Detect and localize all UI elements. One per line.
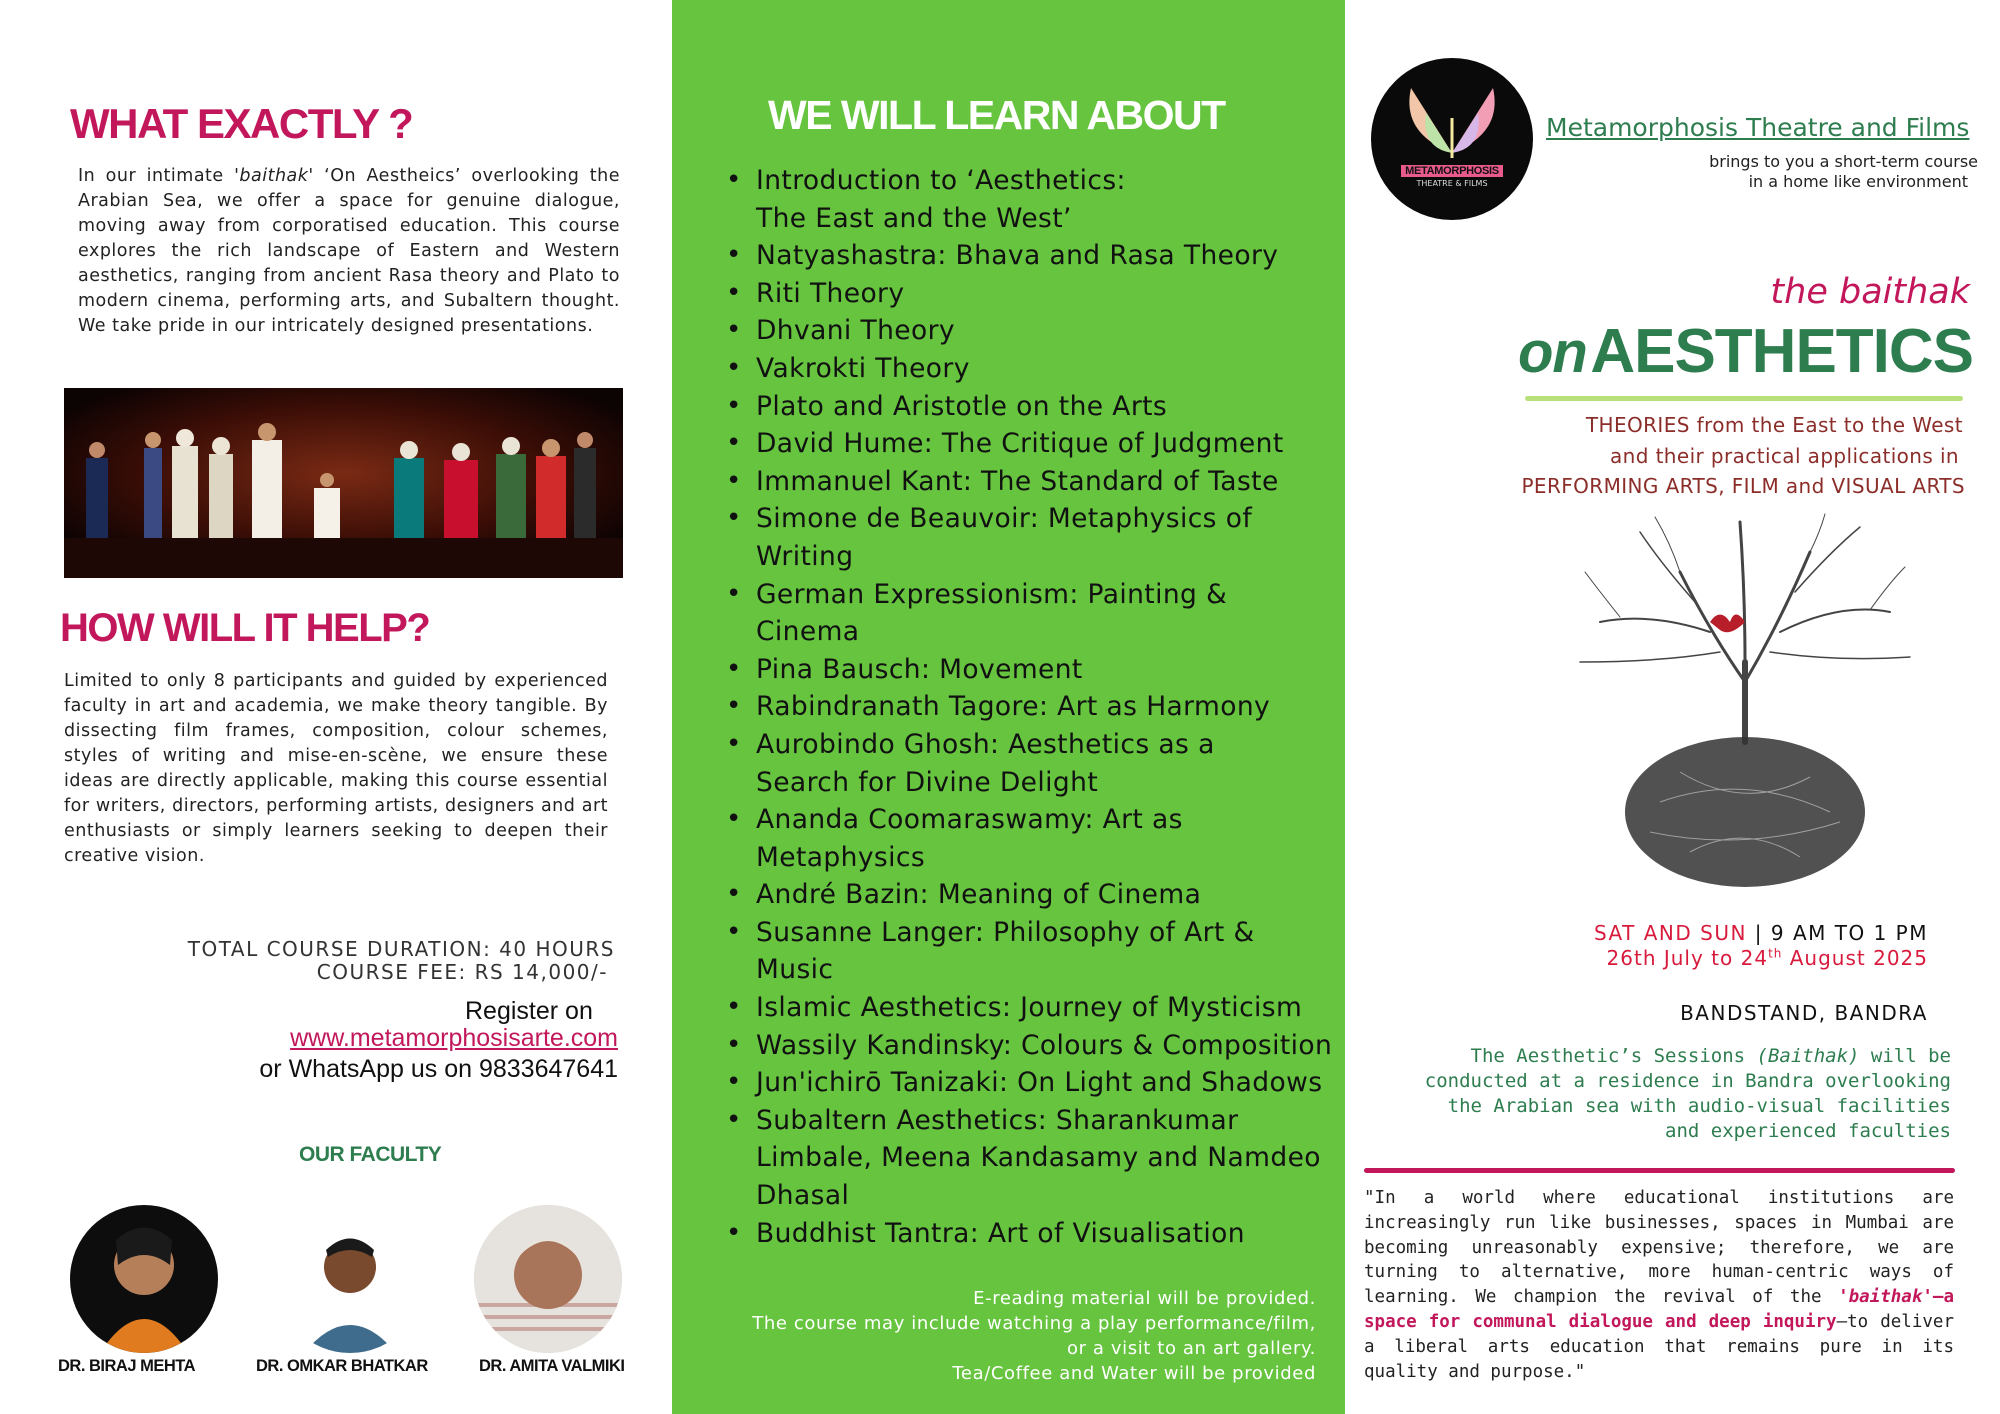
- topic-item: • André Bazin: Meaning of Cinema: [756, 876, 1366, 914]
- date-start: 26th July to 24: [1606, 946, 1769, 970]
- topic-item: • Introduction to ‘Aesthetics: The East and the West’: [756, 162, 1136, 237]
- butterfly-icon: [1371, 58, 1533, 220]
- title-underline: [1525, 396, 1963, 401]
- course-fee: COURSE FEE: RS 14,000/-: [316, 960, 608, 984]
- quote-bold: —a space for communal dialogue and deep inquiry: [1364, 1287, 1954, 1332]
- topic-item: • Islamic Aesthetics: Journey of Mysticism: [756, 989, 1366, 1027]
- topic-item: • Plato and Aristotle on the Arts: [756, 388, 1366, 426]
- schedule-separator: |: [1754, 921, 1764, 945]
- topic-item: • Natyashastra: Bhava and Rasa Theory: [756, 237, 1366, 275]
- how-will-it-help-text: Limited to only 8 participants and guided by experienced faculty in art and academia, we make theory tangible. By dissecting film frames, composition, colour schemes, styles of writing and mise-en-scène, we ensure these ideas are directly applicable, making this course essential for writers, directors, performing artists, designers and art enthusiasts or simply learners seeking to deepen their creative vision.: [64, 671, 608, 866]
- tree-roots-drawing: [1560, 512, 1930, 902]
- logo-subtext: THEATRE & FILMS: [1416, 179, 1488, 188]
- faculty-name-amita-valmiki: DR. AMITA VALMIKI: [479, 1357, 625, 1375]
- topic-item: • German Expressionism: Painting & Cinema: [756, 576, 1256, 651]
- schedule-days: SAT AND SUN: [1593, 921, 1747, 945]
- topic-item: • Dhvani Theory: [756, 312, 1366, 350]
- schedule-dates: [1607, 946, 1928, 970]
- faculty-name-omkar-bhatkar: DR. OMKAR BHATKAR: [256, 1357, 428, 1375]
- how-will-it-help-heading: HOW WILL IT HELP?: [60, 606, 430, 650]
- session-text-post: will be conducted at a residence in Bandra overlooking the Arabian sea with audio-visual facilities and experienced faculties: [1424, 1045, 1951, 1142]
- topic-item: • Aurobindo Ghosh: Aesthetics as a Search for Divine Delight: [756, 726, 1316, 801]
- register-on-label: Register on: [465, 997, 593, 1025]
- org-name-link[interactable]: Metamorphosis Theatre and Films: [1546, 113, 1970, 142]
- subtitle-line-3: PERFORMING ARTS, FILM and VISUAL ARTS: [1521, 474, 1965, 498]
- note-line: or a visit to an art gallery.: [1066, 1338, 1316, 1359]
- website-link[interactable]: www.metamorphosisarte.com: [290, 1024, 618, 1052]
- faculty-name-biraj-mehta: DR. BIRAJ MEHTA: [58, 1357, 196, 1375]
- topic-item: • Pina Bausch: Movement: [756, 651, 1366, 689]
- topic-item: • Riti Theory: [756, 275, 1366, 313]
- note-line: E-reading material will be provided.: [973, 1288, 1316, 1309]
- topic-item: • Buddhist Tantra: Art of Visualisation: [756, 1215, 1366, 1253]
- portrait-illustration: [474, 1205, 622, 1353]
- topic-item: • David Hume: The Critique of Judgment: [756, 425, 1366, 463]
- quote-text: [1364, 1186, 1954, 1384]
- faculty-avatar-amita-valmiki: [474, 1205, 622, 1353]
- session-text-italic: (Baithak): [1756, 1045, 1860, 1067]
- learn-about-heading: WE WILL LEARN ABOUT: [768, 92, 1225, 138]
- topic-item: • Jun'ichirō Tanizaki: On Light and Shadows: [756, 1064, 1366, 1102]
- faculty-avatar-omkar-bhatkar: [276, 1205, 424, 1353]
- logo-wordmark: METAMORPHOSIS: [1401, 165, 1503, 177]
- topic-item: • Immanuel Kant: The Standard of Taste: [756, 463, 1366, 501]
- schedule-time: 9 AM TO 1 PM: [1770, 921, 1928, 945]
- topic-item: • Wassily Kandinsky: Colours & Composition: [756, 1027, 1366, 1065]
- date-end: August 2025: [1782, 946, 1928, 970]
- quote-post: —to deliver a liberal arts education that remains pure in its quality and purpose.": [1364, 1311, 1954, 1382]
- what-exactly-text: [78, 164, 620, 339]
- topics-list: [726, 162, 1366, 1252]
- what-exactly-heading: WHAT EXACTLY ?: [70, 100, 413, 147]
- date-superscript: th: [1768, 946, 1783, 961]
- whatsapp-text: or WhatsApp us on 9833647641: [259, 1055, 618, 1083]
- theatre-performance-photo: [64, 388, 623, 578]
- topic-item: • Rabindranath Tagore: Art as Harmony: [756, 688, 1366, 726]
- what-text-italic: 'baithak': [234, 166, 314, 186]
- note-line: The course may include watching a play performance/film,: [752, 1313, 1316, 1334]
- title-on: on: [1518, 320, 1587, 385]
- subtitle-line-2: and their practical applications in: [1609, 444, 1959, 468]
- portrait-illustration: [70, 1205, 218, 1353]
- portrait-illustration: [276, 1205, 424, 1353]
- what-text-pre: In our intimate: [78, 166, 235, 186]
- venue: BANDSTAND, BANDRA: [1680, 1001, 1928, 1025]
- topic-item: • Subaltern Aesthetics: Sharankumar Limbale, Meena Kandasamy and Namdeo Dhasal: [756, 1102, 1336, 1215]
- topic-item: • Vakrokti Theory: [756, 350, 1366, 388]
- what-text-post: ‘On Aestheics’ overlooking the Arabian Sea, we offer a space for genuine dialogue, moving away from corporatised education. This course explores the rich landscape of Eastern and Western aesthetics, ranging from ancient Rasa theory and Plato to modern cinema, performing arts, and Subaltern thought. We take pride in our intricately designed presentations.: [78, 166, 620, 336]
- stage-illustration: [64, 388, 623, 578]
- quote-pre: "In a world where educational institutions are increasingly run like businesses, spaces in Mumbai are becoming unreasonably expensive; therefore, we are turning to alternative, more human-centric ways of learning. We champion the revival of the: [1364, 1188, 1954, 1308]
- topic-item: • Simone de Beauvoir: Metaphysics of Writing: [756, 500, 1256, 575]
- subtitle-line-1: THEORIES from the East to the West: [1585, 413, 1963, 437]
- title-on-aesthetics: [1518, 316, 1973, 387]
- quote-divider: [1364, 1168, 1955, 1173]
- schedule-line: [1594, 921, 1928, 945]
- note-line: Tea/Coffee and Water will be provided: [952, 1363, 1316, 1384]
- topic-item: • Susanne Langer: Philosophy of Art & Music: [756, 914, 1256, 989]
- title-the-baithak: the baithak: [1770, 272, 1970, 312]
- tree-illustration: [1560, 512, 1930, 902]
- tagline-line-2: in a home like environment: [1748, 172, 1968, 191]
- topic-item: • Ananda Coomaraswamy: Art as Metaphysics: [756, 801, 1216, 876]
- course-notes: [752, 1286, 1316, 1386]
- quote-baithak: 'baithak': [1838, 1287, 1933, 1308]
- tagline-line-1: brings to you a short-term course: [1709, 152, 1978, 171]
- session-description: [1405, 1044, 1951, 1144]
- our-faculty-heading: OUR FACULTY: [299, 1143, 442, 1166]
- session-text-pre: The Aesthetic’s Sessions: [1470, 1045, 1757, 1067]
- course-duration: TOTAL COURSE DURATION: 40 HOURS: [187, 937, 615, 961]
- metamorphosis-logo: [1371, 58, 1533, 220]
- faculty-avatar-biraj-mehta: [70, 1205, 218, 1353]
- title-aesthetics: AESTHETICS: [1590, 317, 1974, 386]
